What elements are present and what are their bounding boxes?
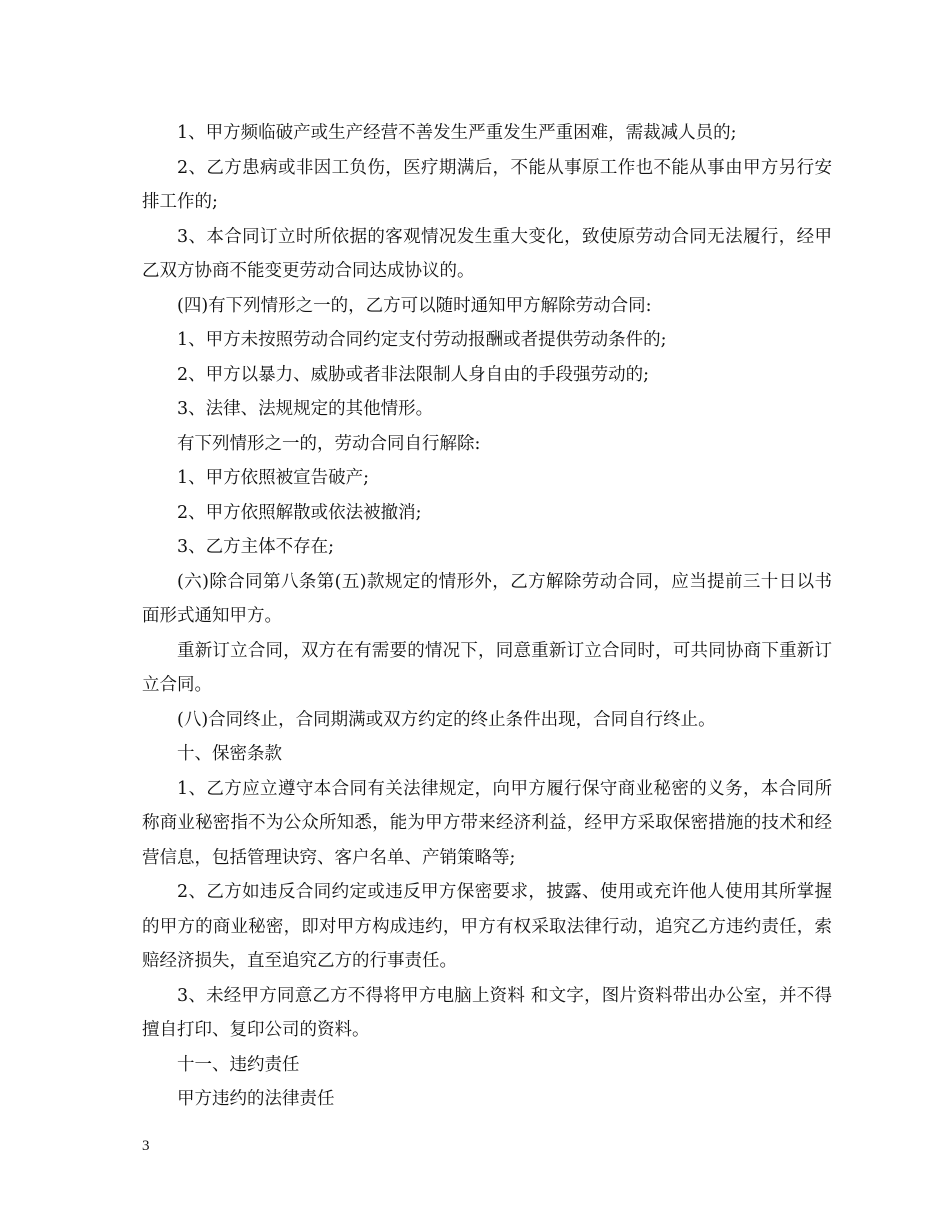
paragraph: 重新订立合同，双方在有需要的情况下，同意重新订立合同时，可共同协商下重新订立合同。: [142, 640, 832, 695]
paragraph: 2、乙方如违反合同约定或违反甲方保密要求，披露、使用或充许他人使用其所掌握的甲方的商业秘密，即对甲方构成违约，甲方有权采取法律行动，追究乙方违约责任，索赔经济损失，直至追究乙方的行事责任。: [142, 882, 832, 971]
page-number: 3: [142, 1138, 150, 1154]
paragraph: 甲方违约的法律责任: [177, 1089, 335, 1109]
paragraph: 3、未经甲方同意乙方不得将甲方电脑上资料 和文字，图片资料带出办公室，并不得擅自打印、复印公司的资料。: [142, 985, 832, 1040]
document-body: [142, 116, 832, 1117]
paragraph: (八)合同终止，合同期满或双方约定的终止条件出现，合同自行终止。: [177, 709, 716, 730]
paragraph: 2、甲方以暴力、威胁或者非法限制人身自由的手段强劳动的;: [177, 364, 650, 385]
paragraph: 1、甲方未按照劳动合同约定支付劳动报酬或者提供劳动条件的;: [177, 330, 667, 350]
paragraph: 1、甲方依照被宣告破产;: [177, 468, 370, 488]
paragraph: (六)除合同第八条第(五)款规定的情形外，乙方解除劳动合同，应当提前三十日以书面形式通知甲方。: [142, 571, 832, 626]
paragraph: 1、乙方应立遵守本合同有关法律规定，向甲方履行保守商业秘密的义务，本合同所称商业秘密指不为公众所知悉，能为甲方带来经济利益，经甲方采取保密措施的技术和经营信息，包括管理诀窍、客户名单、产销策略等;: [142, 778, 832, 868]
paragraph: 2、甲方依照解散或依法被撤消;: [177, 502, 422, 523]
paragraph: 3、法律、法规规定的其他情形。: [177, 399, 434, 419]
paragraph: 1、甲方频临破产或生产经营不善发生严重发生严重困难，需裁减人员的;: [177, 123, 737, 143]
paragraph: 有下列情形之一的，劳动合同自行解除:: [177, 433, 481, 454]
paragraph: 3、乙方主体不存在;: [177, 537, 335, 557]
paragraph: (四)有下列情形之一的，乙方可以随时通知甲方解除劳动合同:: [177, 295, 652, 316]
section-heading: 十一、违约责任: [177, 1054, 300, 1075]
paragraph: 3、本合同订立时所依据的客观情况发生重大变化，致使原劳动合同无法履行，经甲乙双方协商不能变更劳动合同达成协议的。: [142, 226, 832, 281]
paragraph: 2、乙方患病或非因工负伤，医疗期满后，不能从事原工作也不能从事由甲方另行安排工作的;: [142, 157, 832, 212]
section-heading: 十、保密条款: [177, 744, 282, 764]
